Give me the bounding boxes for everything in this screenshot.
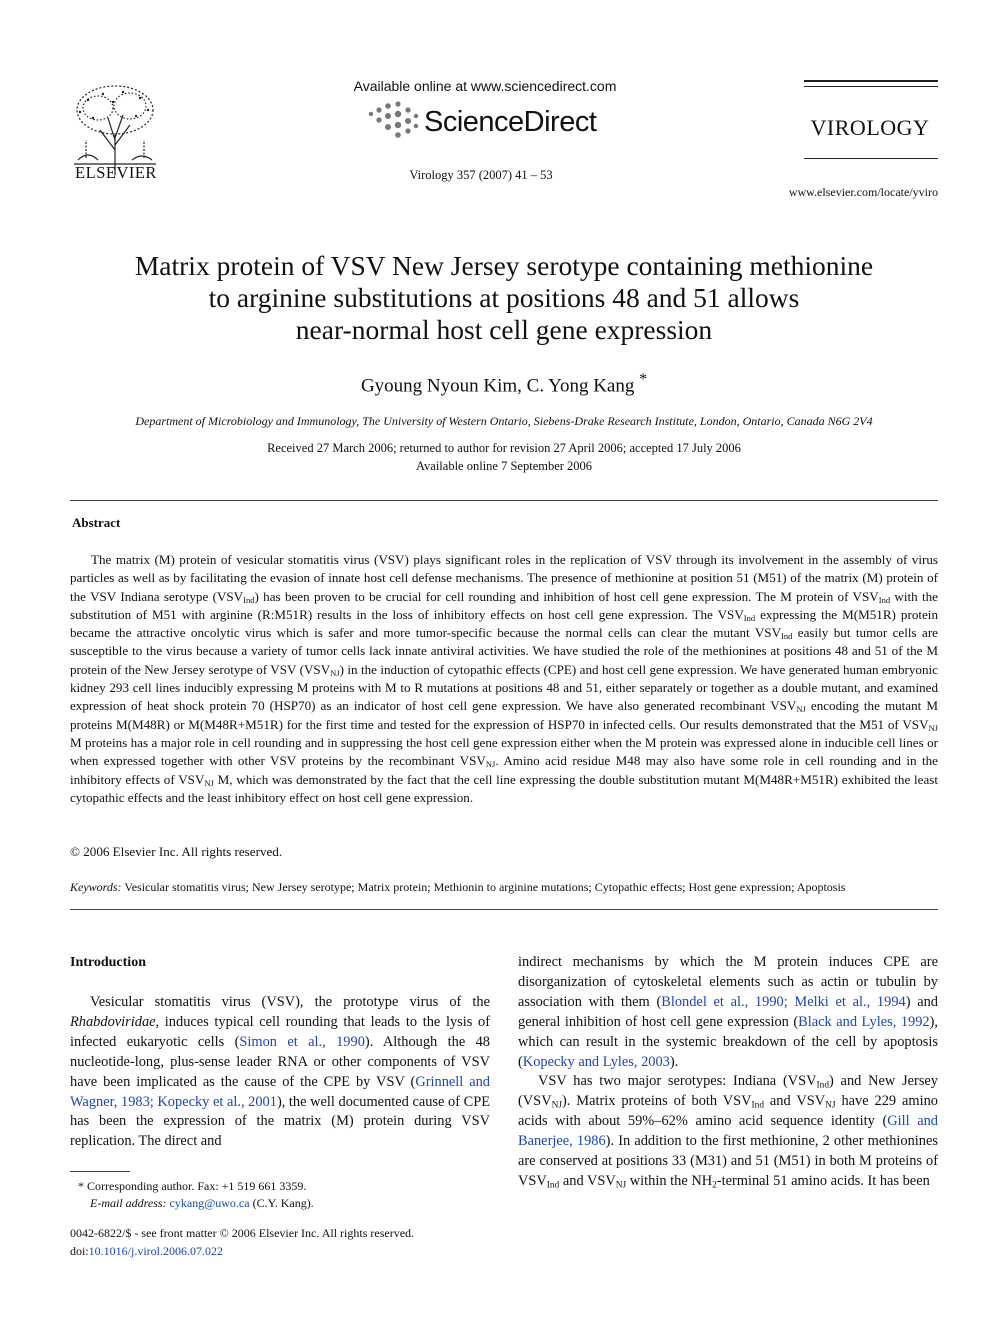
section-divider bbox=[70, 909, 938, 910]
title-line: Matrix protein of VSV New Jersey serotype containing methionine bbox=[134, 250, 874, 281]
abstract-heading: Abstract bbox=[72, 515, 121, 530]
article-history bbox=[70, 439, 938, 475]
title-line: to arginine substitutions at positions 48 and 51 allows bbox=[208, 282, 800, 313]
doi-link[interactable]: 10.1016/j.virol.2006.07.022 bbox=[88, 1244, 224, 1258]
citation-link[interactable]: Grinnell and Wagner, 1983; Kopecky et al., 2001 bbox=[70, 1073, 490, 1110]
footnotes bbox=[70, 1178, 490, 1212]
article-title bbox=[70, 250, 938, 346]
citation-link[interactable]: Kopecky and Lyles, 2003 bbox=[522, 1053, 670, 1070]
abstract-body: The matrix (M) protein of vesicular stomatitis virus (VSV) plays significant roles in the replication of VSV through its involvement in the assembly of virus particles as well as by facilitating the evasion of innate host cell defense mechanisms. The presence of methionine at position 51 (M51) of the matrix (M) protein of the VSV Indiana serotype $(VSV_{Ind})$ has been proven to be crucial for cell rounding and inhibition of host cell gene expression. The M protein of $VSV_{Ind}$ with the substitution of M51 with arginine (R:M51R) results in the loss of inhibitory effects on host cell gene expression. The $VSV_{Ind}$ expressing the M(M51R) protein became the attractive oncolytic virus which is safer and more tumor-specific because the normal cells can clear the mutant $VSV_{Ind}$ easily but tumor cells are susceptible to the virus because a variety of tumor cells lack innate antiviral activities. We have studied the role of the methionines at positions 48 and 51 of the M protein of the New Jersey serotype of VSV $(VSV_{NJ})$ in the induction of cytopathic effects (CPE) and host cell gene expression. We have generated human embryonic kidney 293 cell lines inducibly expressing M proteins with M to R mutations at positions 48 and 51, either separately or together as a double mutant, and examined expression of heat shock protein 70 (HSP70) as an indicator of host cell gene expression. We have also generated recombinant $VSV_{NJ}$ encoding the mutant M proteins M(M48R) or M(M48R+M51R) for the first time and tested for the expression of HSP70 in infected cells. Our results demonstrated that the M51 of $VSV_{NJ}$ M proteins has a major role in cell rounding and in suppressing the host cell gene expression either when the M protein was expressed alone in inducible cell lines or when expressed together with other VSV proteins by the recombinant $VSV_{NJ}$. Amino acid residue M48 may also have some role in cell rounding and in the inhibitory effects of $VSV_{NJ}$ M, which was demonstrated by the fact that the cell line expressing the double substitution mutant M(M48R+M51R) exhibited the least cytopathic effects and the least inhibitory effect on host cell gene expression. bbox=[70, 552, 938, 805]
citation-link[interactable]: Black and Lyles, 1992 bbox=[798, 1013, 930, 1030]
journal-url[interactable]: www.elsevier.com/locate/yviro bbox=[788, 185, 938, 199]
abstract-copyright: © 2006 Elsevier Inc. All rights reserved. bbox=[70, 844, 283, 859]
corresponding-author-mark[interactable]: * bbox=[639, 371, 648, 388]
email-note bbox=[70, 1195, 490, 1212]
introduction-right-column bbox=[518, 953, 938, 1192]
header-rule bbox=[804, 80, 938, 82]
email-label: E-mail address: bbox=[90, 1196, 167, 1210]
author-list bbox=[70, 371, 938, 397]
intro-paragraph-1: Vesicular stomatitis virus (VSV), the prototype virus of the Rhabdoviridae, induces typical cell rounding that leads to the lysis of infected eukaryotic cells (Simon et al., 1990). Although the 48 nucleotide-long, plus-sense leader RNA or other components of VSV have been implicated as the cause of the CPE by VSV (Grinnell and Wagner, 1983; Kopecky et al., 2001), the well documented cause of CPE has been the expression of the matrix (M) protein during VSV replication. The direct and bbox=[70, 994, 491, 1150]
doi-line bbox=[70, 1242, 490, 1260]
authors-text: Gyoung Nyoun Kim, C. Yong Kang bbox=[360, 375, 635, 397]
title-line: near-normal host cell gene expression bbox=[295, 314, 713, 345]
available-online-text: Available online at www.sciencedirect.com bbox=[353, 78, 617, 94]
journal-name: VIROLOGY bbox=[810, 115, 930, 140]
front-matter-line: 0042-6822/$ - see front matter © 2006 Elsevier Inc. All rights reserved. bbox=[70, 1226, 415, 1240]
corresponding-author-note: * Corresponding author. Fax: +1 519 661 3359. bbox=[78, 1179, 307, 1193]
affiliation: Department of Microbiology and Immunology, The University of Western Ontario, Siebens-Drake Research Institute, London, Ontario, Canada N6G 2V4 bbox=[135, 414, 873, 428]
received-dates: Received 27 March 2006; returned to author for revision 27 April 2006; accepted 17 July 2006 bbox=[267, 441, 741, 455]
keywords-list: Vesicular stomatitis virus; New Jersey serotype; Matrix protein; Methionin to arginine mutations; Cytopathic effects; Host gene expression; Apoptosis bbox=[124, 880, 846, 894]
email-link[interactable]: cykang@uwo.ca bbox=[169, 1196, 250, 1210]
email-suffix: (C.Y. Kang). bbox=[252, 1196, 314, 1210]
sciencedirect-dots-icon bbox=[365, 100, 423, 140]
citation-link[interactable]: Gill and Banerjee, 1986 bbox=[518, 1113, 938, 1150]
intro-paragraph-2: VSV has two major serotypes: Indiana $(VSV_{Ind})$ and New Jersey $(VSV_{NJ})$. Matrix proteins of both $VSV_{Ind}$ and $VSV_{NJ}$ have 229 amino acids with about 59%–62% amino acid sequence identity (Gill and Banerjee, 1986). In addition to the first methionine, 2 other methionines are conserved at positions 33 (M31) and 51 (M51) in both M proteins of $VSV_{Ind}$ and $VSV_{NJ}$ within the $NH_2$-terminal 51 amino acids. It has been bbox=[518, 1073, 938, 1191]
available-online-date: Available online 7 September 2006 bbox=[415, 459, 593, 473]
sciencedirect-wordmark: ScienceDirect bbox=[424, 106, 597, 138]
introduction-heading: Introduction bbox=[70, 955, 146, 970]
header-rule bbox=[804, 158, 938, 159]
citation-link[interactable]: Blondel et al., 1990; Melki et al., 1994 bbox=[661, 993, 906, 1010]
header-rule bbox=[804, 86, 938, 87]
doi-label: doi: bbox=[70, 1244, 89, 1258]
keywords-label: Keywords: bbox=[70, 880, 122, 894]
publisher-name: ELSEVIER bbox=[75, 163, 157, 182]
section-divider bbox=[70, 500, 938, 501]
introduction-left-column bbox=[70, 993, 490, 1152]
journal-citation: Virology 357 (2007) 41 – 53 bbox=[409, 168, 553, 182]
citation-link[interactable]: Simon et al., 1990 bbox=[239, 1033, 365, 1050]
intro-paragraph-1-cont: indirect mechanisms by which the M protein induces CPE are disorganization of cytoskeletal elements such as actin or tubulin by association with them (Blondel et al., 1990; Melki et al., 1994) and general inhibition of host cell gene expression (Black and Lyles, 1992), which can result in the systemic breakdown of the cell by apoptosis (Kopecky and Lyles, 2003). bbox=[518, 954, 939, 1070]
page-footer bbox=[70, 1224, 490, 1260]
footnote-rule bbox=[70, 1171, 130, 1172]
keywords bbox=[70, 880, 940, 895]
